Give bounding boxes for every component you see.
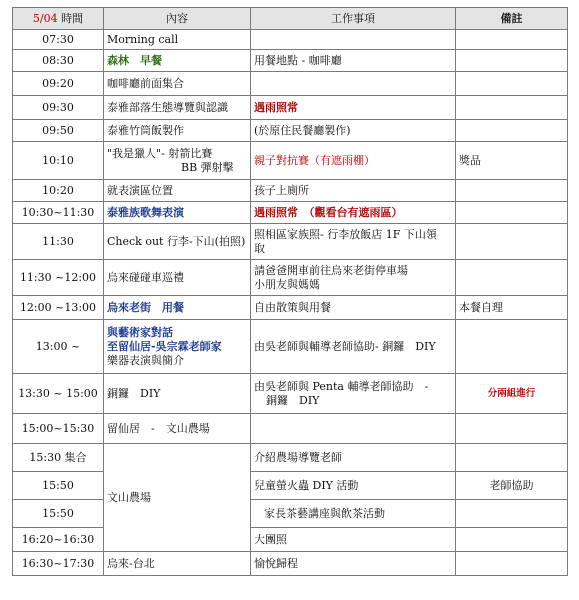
row-content-line: 樂器表演與簡介 (107, 353, 184, 367)
row-content: 烏來老街 用餐 (104, 296, 251, 320)
table-row (13, 30, 568, 50)
row-time: 13:30 ~ 15:00 (13, 374, 104, 414)
row-note: 獎品 (456, 142, 568, 180)
schedule-sheet (12, 7, 568, 576)
row-work-line: 銅鑼 DIY (266, 393, 320, 407)
table-row (13, 72, 568, 96)
row-note: 老師協助 (456, 472, 568, 500)
table-row (13, 500, 568, 528)
row-time: 08:30 (13, 50, 104, 72)
row-content: 咖啡廳前面集合 (104, 72, 251, 96)
header-content: 內容 (104, 8, 251, 30)
row-content: 就表演區位置 (104, 180, 251, 202)
row-work-line: 由吳老師與 Penta 輔導老師協助 - (254, 379, 429, 393)
row-time: 09:30 (13, 96, 104, 120)
row-time: 15:30 集合 (13, 444, 104, 472)
row-content-line: 至留仙居-吳宗霖老師家 (107, 339, 222, 353)
row-content-line: "我是獵人"- 射箭比賽 (107, 146, 213, 160)
row-note (456, 414, 568, 444)
row-work (251, 72, 456, 96)
row-content: 森林 早餐 (104, 50, 251, 72)
row-work (251, 374, 456, 414)
header-date-time (13, 8, 104, 30)
row-content: 泰雅竹筒飯製作 (104, 120, 251, 142)
row-note (456, 180, 568, 202)
row-note (456, 30, 568, 50)
table-row (13, 444, 568, 472)
row-note (456, 96, 568, 120)
table-row (13, 528, 568, 552)
table-row (13, 180, 568, 202)
row-work-line: 照相區家族照- 行李放飯店 1F 下山領 (254, 227, 437, 241)
header-work: 工作事項 (251, 8, 456, 30)
table-row (13, 374, 568, 414)
row-work: 用餐地點 - 咖啡廳 (251, 50, 456, 72)
schedule-table (12, 7, 568, 576)
row-note (456, 202, 568, 224)
row-note (456, 500, 568, 528)
row-work (251, 30, 456, 50)
row-work-line: 小朋友與媽媽 (254, 277, 320, 291)
row-note (456, 120, 568, 142)
table-row (13, 120, 568, 142)
row-work: 孩子上廁所 (251, 180, 456, 202)
row-work: 遇雨照常 (251, 96, 456, 120)
row-work: 愉悅歸程 (251, 552, 456, 576)
row-time: 11:30 (13, 224, 104, 260)
row-note (456, 320, 568, 374)
row-work-line: 取 (254, 241, 265, 255)
row-time: 15:00~15:30 (13, 414, 104, 444)
table-row (13, 296, 568, 320)
table-row (13, 96, 568, 120)
header-time: 時間 (61, 11, 84, 25)
row-work: 自由散策與用餐 (251, 296, 456, 320)
row-work (251, 414, 456, 444)
table-row (13, 472, 568, 500)
row-note: 本餐自理 (456, 296, 568, 320)
row-content (104, 142, 251, 180)
row-work (251, 224, 456, 260)
table-row (13, 414, 568, 444)
row-content: Morning call (104, 30, 251, 50)
row-time: 10:30~11:30 (13, 202, 104, 224)
row-note (456, 50, 568, 72)
row-work-text: 家長茶藝講座與飲茶活動 (264, 506, 385, 520)
row-note (456, 224, 568, 260)
row-time: 13:00 ~ (13, 320, 104, 374)
row-note (456, 444, 568, 472)
table-row (13, 202, 568, 224)
row-note (456, 72, 568, 96)
row-note (456, 528, 568, 552)
row-content: 泰雅族歌舞表演 (104, 202, 251, 224)
row-time: 15:50 (13, 500, 104, 528)
table-row (13, 50, 568, 72)
row-work: (於原住民餐廳製作) (251, 120, 456, 142)
row-work: 遇雨照常 （觀看台有遮雨區） (251, 202, 456, 224)
row-time: 07:30 (13, 30, 104, 50)
table-row (13, 142, 568, 180)
row-work-line: 請爸爸開車前往烏來老街停車場 (254, 263, 408, 277)
table-row (13, 320, 568, 374)
row-time: 15:50 (13, 472, 104, 500)
row-work: 介紹農場導覽老師 (251, 444, 456, 472)
row-work: 由吳老師與輔導老師協助- 銅鑼 DIY (251, 320, 456, 374)
row-content-line: BB 彈射擊 (181, 160, 234, 174)
row-content-line: 與藝術家對話 (107, 325, 173, 339)
row-work: 兒童螢火蟲 DIY 活動 (251, 472, 456, 500)
row-time: 16:30~17:30 (13, 552, 104, 576)
row-time: 16:20~16:30 (13, 528, 104, 552)
row-work: 親子對抗賽（有遮雨棚） (251, 142, 456, 180)
row-note: 分兩組進行 (456, 374, 568, 414)
row-content: 銅鑼 DIY (104, 374, 251, 414)
row-content (104, 320, 251, 374)
row-note (456, 260, 568, 296)
row-time: 11:30 ~12:00 (13, 260, 104, 296)
table-row (13, 552, 568, 576)
row-note (456, 552, 568, 576)
header-note: 備註 (456, 8, 568, 30)
row-work (251, 260, 456, 296)
row-work: 大團照 (251, 528, 456, 552)
table-row (13, 260, 568, 296)
row-time: 12:00 ~13:00 (13, 296, 104, 320)
table-header-row (13, 8, 568, 30)
row-work (251, 500, 456, 528)
row-time: 10:20 (13, 180, 104, 202)
row-content: 泰雅部落生態導覽與認識 (104, 96, 251, 120)
row-content: 文山農場 (104, 444, 251, 552)
row-content: 烏來-台北 (104, 552, 251, 576)
row-time: 09:50 (13, 120, 104, 142)
row-time: 10:10 (13, 142, 104, 180)
row-content: 留仙居 - 文山農場 (104, 414, 251, 444)
row-content: Check out 行李-下山(拍照) (104, 224, 251, 260)
row-time: 09:20 (13, 72, 104, 96)
header-date: 5/04 (32, 11, 58, 25)
row-content: 烏來碰碰車巡禮 (104, 260, 251, 296)
table-row (13, 224, 568, 260)
